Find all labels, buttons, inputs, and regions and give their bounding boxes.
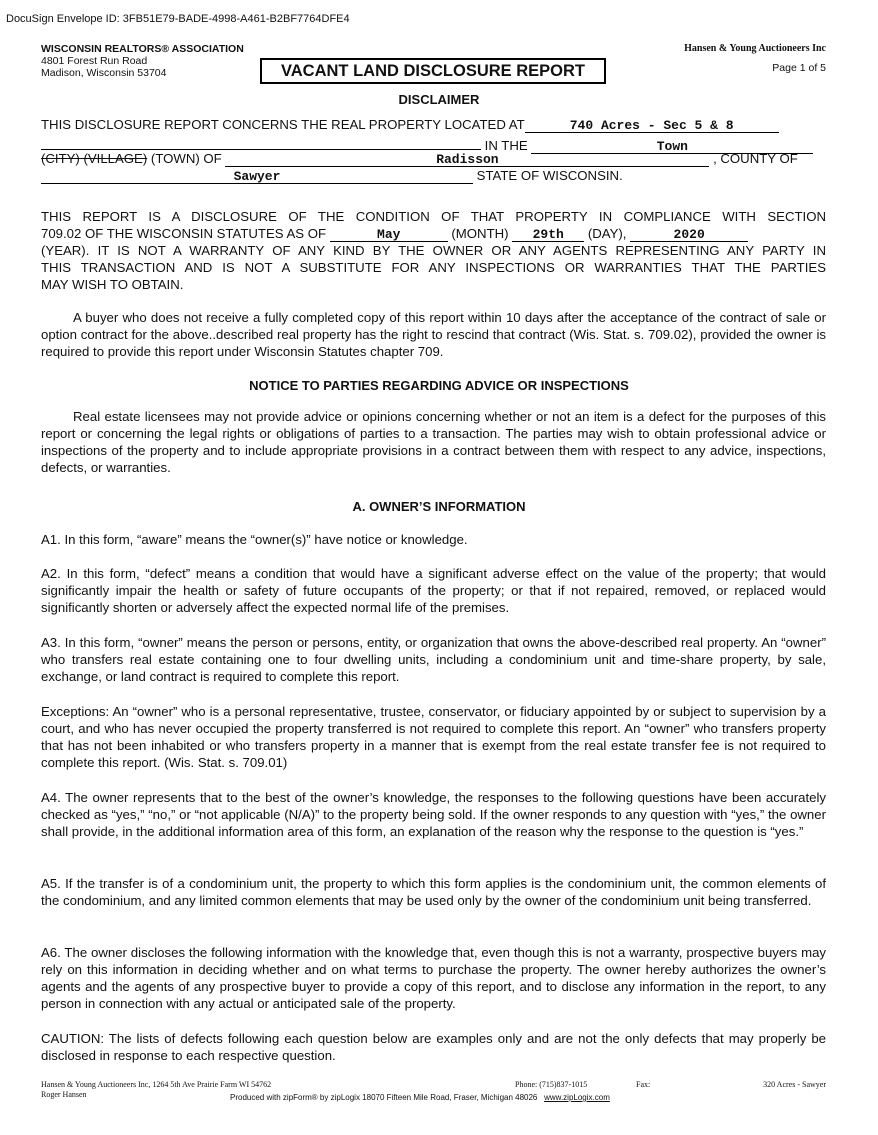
association-name: WISCONSIN REALTORS® ASSOCIATION bbox=[41, 43, 244, 55]
footer-produced-text: Produced with zipForm® by zipLogix 18070 Fifteen Mile Road, Fraser, Michigan 48026 bbox=[230, 1093, 538, 1102]
property-intro: THIS DISCLOSURE REPORT CONCERNS THE REAL PROPERTY LOCATED AT bbox=[41, 117, 525, 132]
town-of-label: (TOWN) OF bbox=[150, 151, 222, 166]
a4-paragraph: A4. The owner represents that to the best of the owner’s knowledge, the responses to the following questions have been accurately checked as “yes,” “no,” or “not applicable (N/A)” to the property being sold. If the owner responds to any question with “yes,” the owner shall provide, in the additional information area of this form, an explanation of the reason why the response to the question is “yes.” bbox=[41, 790, 826, 839]
association-address2: Madison, Wisconsin 53704 bbox=[41, 67, 167, 79]
statute-line-1: THIS REPORT IS A DISCLOSURE OF THE CONDITION OF THAT PROPERTY IN COMPLIANCE WITH SECTION bbox=[41, 209, 826, 224]
disclaimer-heading: DISCLAIMER bbox=[398, 92, 480, 107]
owner-info-heading: A. OWNER’S INFORMATION bbox=[352, 499, 526, 514]
month-label: (MONTH) bbox=[451, 226, 509, 241]
footer-person: Roger Hansen bbox=[41, 1090, 87, 1099]
buyer-paragraph: A buyer who does not receive a fully completed copy of this report within 10 days after the acceptance of the contract of sale or option contract for the above..described real property has the right to rescind that contract (Wis. Stat. s. 709.02), provided the owner is required to provide this report under Wisconsin Statutes chapter 709. bbox=[41, 310, 826, 359]
day-label: (DAY), bbox=[587, 226, 627, 241]
docusign-envelope-id: DocuSign Envelope ID: 3FB51E79-BADE-4998-A461-B2BF7764DFE4 bbox=[6, 13, 350, 25]
property-line-3 bbox=[41, 151, 798, 167]
county-of-label: , COUNTY OF bbox=[713, 151, 798, 166]
caution-paragraph: CAUTION: The lists of defects following each question below are examples only and are not the only defects that may properly be disclosed in response to each respective question. bbox=[41, 1031, 826, 1063]
day-field[interactable]: 29th bbox=[512, 226, 584, 242]
property-line-1 bbox=[41, 117, 779, 133]
in-the-label: IN THE bbox=[484, 138, 528, 153]
exceptions-paragraph: Exceptions: An “owner” who is a personal representative, trustee, conservator, or fiduciary appointed by or subject to supervision by a court, and who has never occupied the property transferred is not required to complete this report. An “owner” who transfers property that has not been inhabited or who transfers property in a manner that is exempt from the real estate transfer fee is not required to complete this report. (Wis. Stat. s. 709.01) bbox=[41, 704, 826, 770]
statute-line-5: MAY WISH TO OBTAIN. bbox=[41, 277, 184, 292]
a1-paragraph: A1. In this form, “aware” means the “owner(s)” have notice or knowledge. bbox=[41, 532, 468, 547]
county-field[interactable]: Sawyer bbox=[41, 168, 473, 184]
property-location-field[interactable]: 740 Acres - Sec 5 & 8 bbox=[525, 117, 779, 133]
municipality-type-field[interactable]: Town bbox=[531, 138, 813, 154]
footer-url-link[interactable]: www.zipLogix.com bbox=[544, 1093, 610, 1102]
footer-fax: Fax: bbox=[636, 1080, 651, 1089]
city-village-label: (CITY) (VILLAGE) bbox=[41, 151, 148, 166]
association-address1: 4801 Forest Run Road bbox=[41, 55, 148, 67]
footer-phone: Phone: (715)837-1015 bbox=[515, 1080, 588, 1089]
statute-line-4: THIS TRANSACTION AND IS NOT A SUBSTITUTE FOR ANY INSPECTIONS OR WARRANTIES THAT THE PARTIES bbox=[41, 260, 826, 275]
statute-line-2 bbox=[41, 225, 826, 242]
footer-reference: 320 Acres - Sawyer bbox=[763, 1080, 826, 1089]
property-line-4 bbox=[41, 168, 623, 184]
footer-company: Hansen & Young Auctioneers Inc, 1264 5th Ave Prairie Farm WI 54762 bbox=[41, 1080, 272, 1089]
footer-produced bbox=[230, 1093, 610, 1102]
state-label: STATE OF WISCONSIN. bbox=[476, 168, 623, 183]
page-number: Page 1 of 5 bbox=[772, 62, 826, 74]
property-location-cont-field[interactable] bbox=[41, 134, 481, 150]
a2-paragraph: A2. In this form, “defect” means a condition that would have a significant adverse effect on the value of the property; that would significantly impair the health or safety of future occupants of the property; or that if not repaired, removed, or replaced would significantly shorten or adversely affect the expected normal life of the premises. bbox=[41, 566, 826, 615]
association-block bbox=[41, 43, 244, 79]
auctioneer-name: Hansen & Young Auctioneers Inc bbox=[684, 43, 826, 54]
a6-paragraph: A6. The owner discloses the following information with the knowledge that, even though this is not a warranty, prospective buyers may rely on this information in deciding whether and on what terms to purchase the property. The owner hereby authorizes the owner’s agents and the agents of any prospective buyer to provide a copy of this report, and to disclose any information in the report, to any person in connection with any actual or anticipated sale of the property. bbox=[41, 945, 826, 1011]
notice-paragraph: Real estate licensees may not provide advice or opinions concerning whether or not an item is a defect for the purposes of this report or concerning the legal rights or obligations of parties to a transaction. The parties may wish to obtain professional advice or inspections of the property and to include appropriate provisions in a contract between them with respect to any advice, inspections, defects, or warranties. bbox=[41, 409, 826, 475]
report-title: VACANT LAND DISCLOSURE REPORT bbox=[260, 58, 606, 84]
statute-line-3: (YEAR). IT IS NOT A WARRANTY OF ANY KIND BY THE OWNER OR ANY AGENTS REPRESENTING ANY PARTY IN bbox=[41, 243, 826, 258]
a5-paragraph: A5. If the transfer is of a condominium unit, the property to which this form applies is the condominium unit, the common elements of the condominium, and any limited common elements that may be used only by the owner of the condominium unit being transferred. bbox=[41, 876, 826, 908]
notice-heading: NOTICE TO PARTIES REGARDING ADVICE OR INSPECTIONS bbox=[249, 378, 629, 393]
town-field[interactable]: Radisson bbox=[225, 151, 709, 167]
statute-text-2: 709.02 OF THE WISCONSIN STATUTES AS OF bbox=[41, 226, 327, 241]
month-field[interactable]: May bbox=[330, 226, 448, 242]
statute-paragraph bbox=[41, 208, 826, 293]
a3-paragraph: A3. In this form, “owner” means the person or persons, entity, or organization that owns the above-described real property. An “owner” who transfers real estate containing one to four dwelling units, including a condominium unit and time-share property, by sale, exchange, or land contract is required to complete this report. bbox=[41, 635, 826, 684]
year-field[interactable]: 2020 bbox=[630, 226, 748, 242]
